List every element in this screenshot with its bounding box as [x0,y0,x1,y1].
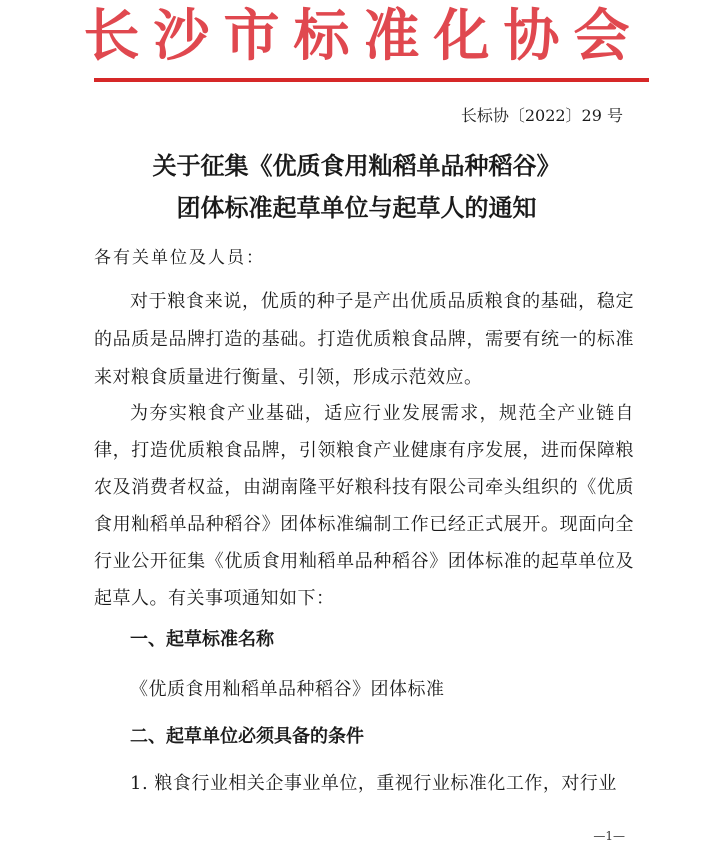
salutation: 各有关单位及人员： [94,248,265,268]
body-paragraph-1: 对于粮食来说，优质的种子是产出优质品质粮食的基础，稳定的品质是品牌打造的基础。打造优质粮食品牌，需要有统一的标准来对粮食质量进行衡量、引领，形成示范效应。 [94,291,634,388]
section-heading-2: 二、起草单位必须具备的条件 [130,726,364,747]
body-paragraph-2: 为夯实粮食产业基础，适应行业发展需求，规范全产业链自律，打造优质粮食品牌，引领粮食产业健康有序发展，进而保障粮农及消费者权益，由湖南隆平好粮科技有限公司牵头组织的《优质食用籼稻单品种稻谷》团体标准编制工作已经正式展开。现面向全行业公开征集《优质食用籼稻单品种稻谷》团体标准的起草单位及起草人。有关事项通知如下： [94,403,634,609]
document-number: 长标协〔2022〕29 号 [460,106,623,125]
condition-item-1: 1. 粮食行业相关企事业单位，重视行业标准化工作，对行业 [130,773,617,794]
title-line-2: 团体标准起草单位与起草人的通知 [176,193,537,222]
title-line-1: 关于征集《优质食用籼稻单品种稻谷》 [152,151,561,180]
page-number: —1— [593,829,625,843]
section-body-1: 《优质食用籼稻单品种稻谷》团体标准 [130,679,445,700]
section-heading-1: 一、起草标准名称 [130,629,274,650]
organization-header: 长沙市标准化协会 [83,3,644,69]
header-red-rule [94,78,649,82]
